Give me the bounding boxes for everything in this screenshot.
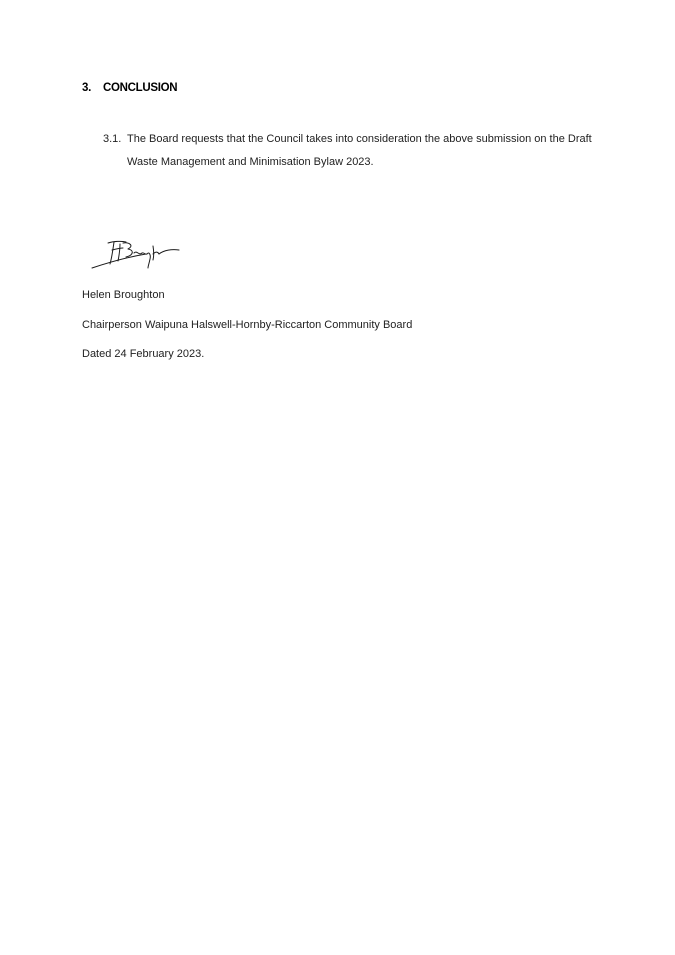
- paragraph-number: 3.1.: [103, 133, 122, 145]
- section-heading: [82, 82, 177, 94]
- signatory-name: Helen Broughton: [82, 289, 165, 301]
- section-number: 3.: [82, 82, 91, 94]
- date-line: Dated 24 February 2023.: [82, 348, 205, 360]
- conclusion-paragraph: [103, 128, 603, 174]
- handwritten-signature: [90, 233, 190, 275]
- section-title: CONCLUSION: [103, 82, 178, 94]
- paragraph-text: The Board requests that the Council takes into consideration the above submission on the Draft Waste Management and Minimisation Bylaw 2023.: [127, 133, 592, 168]
- signatory-title: Chairperson Waipuna Halswell-Hornby-Riccarton Community Board: [82, 319, 413, 331]
